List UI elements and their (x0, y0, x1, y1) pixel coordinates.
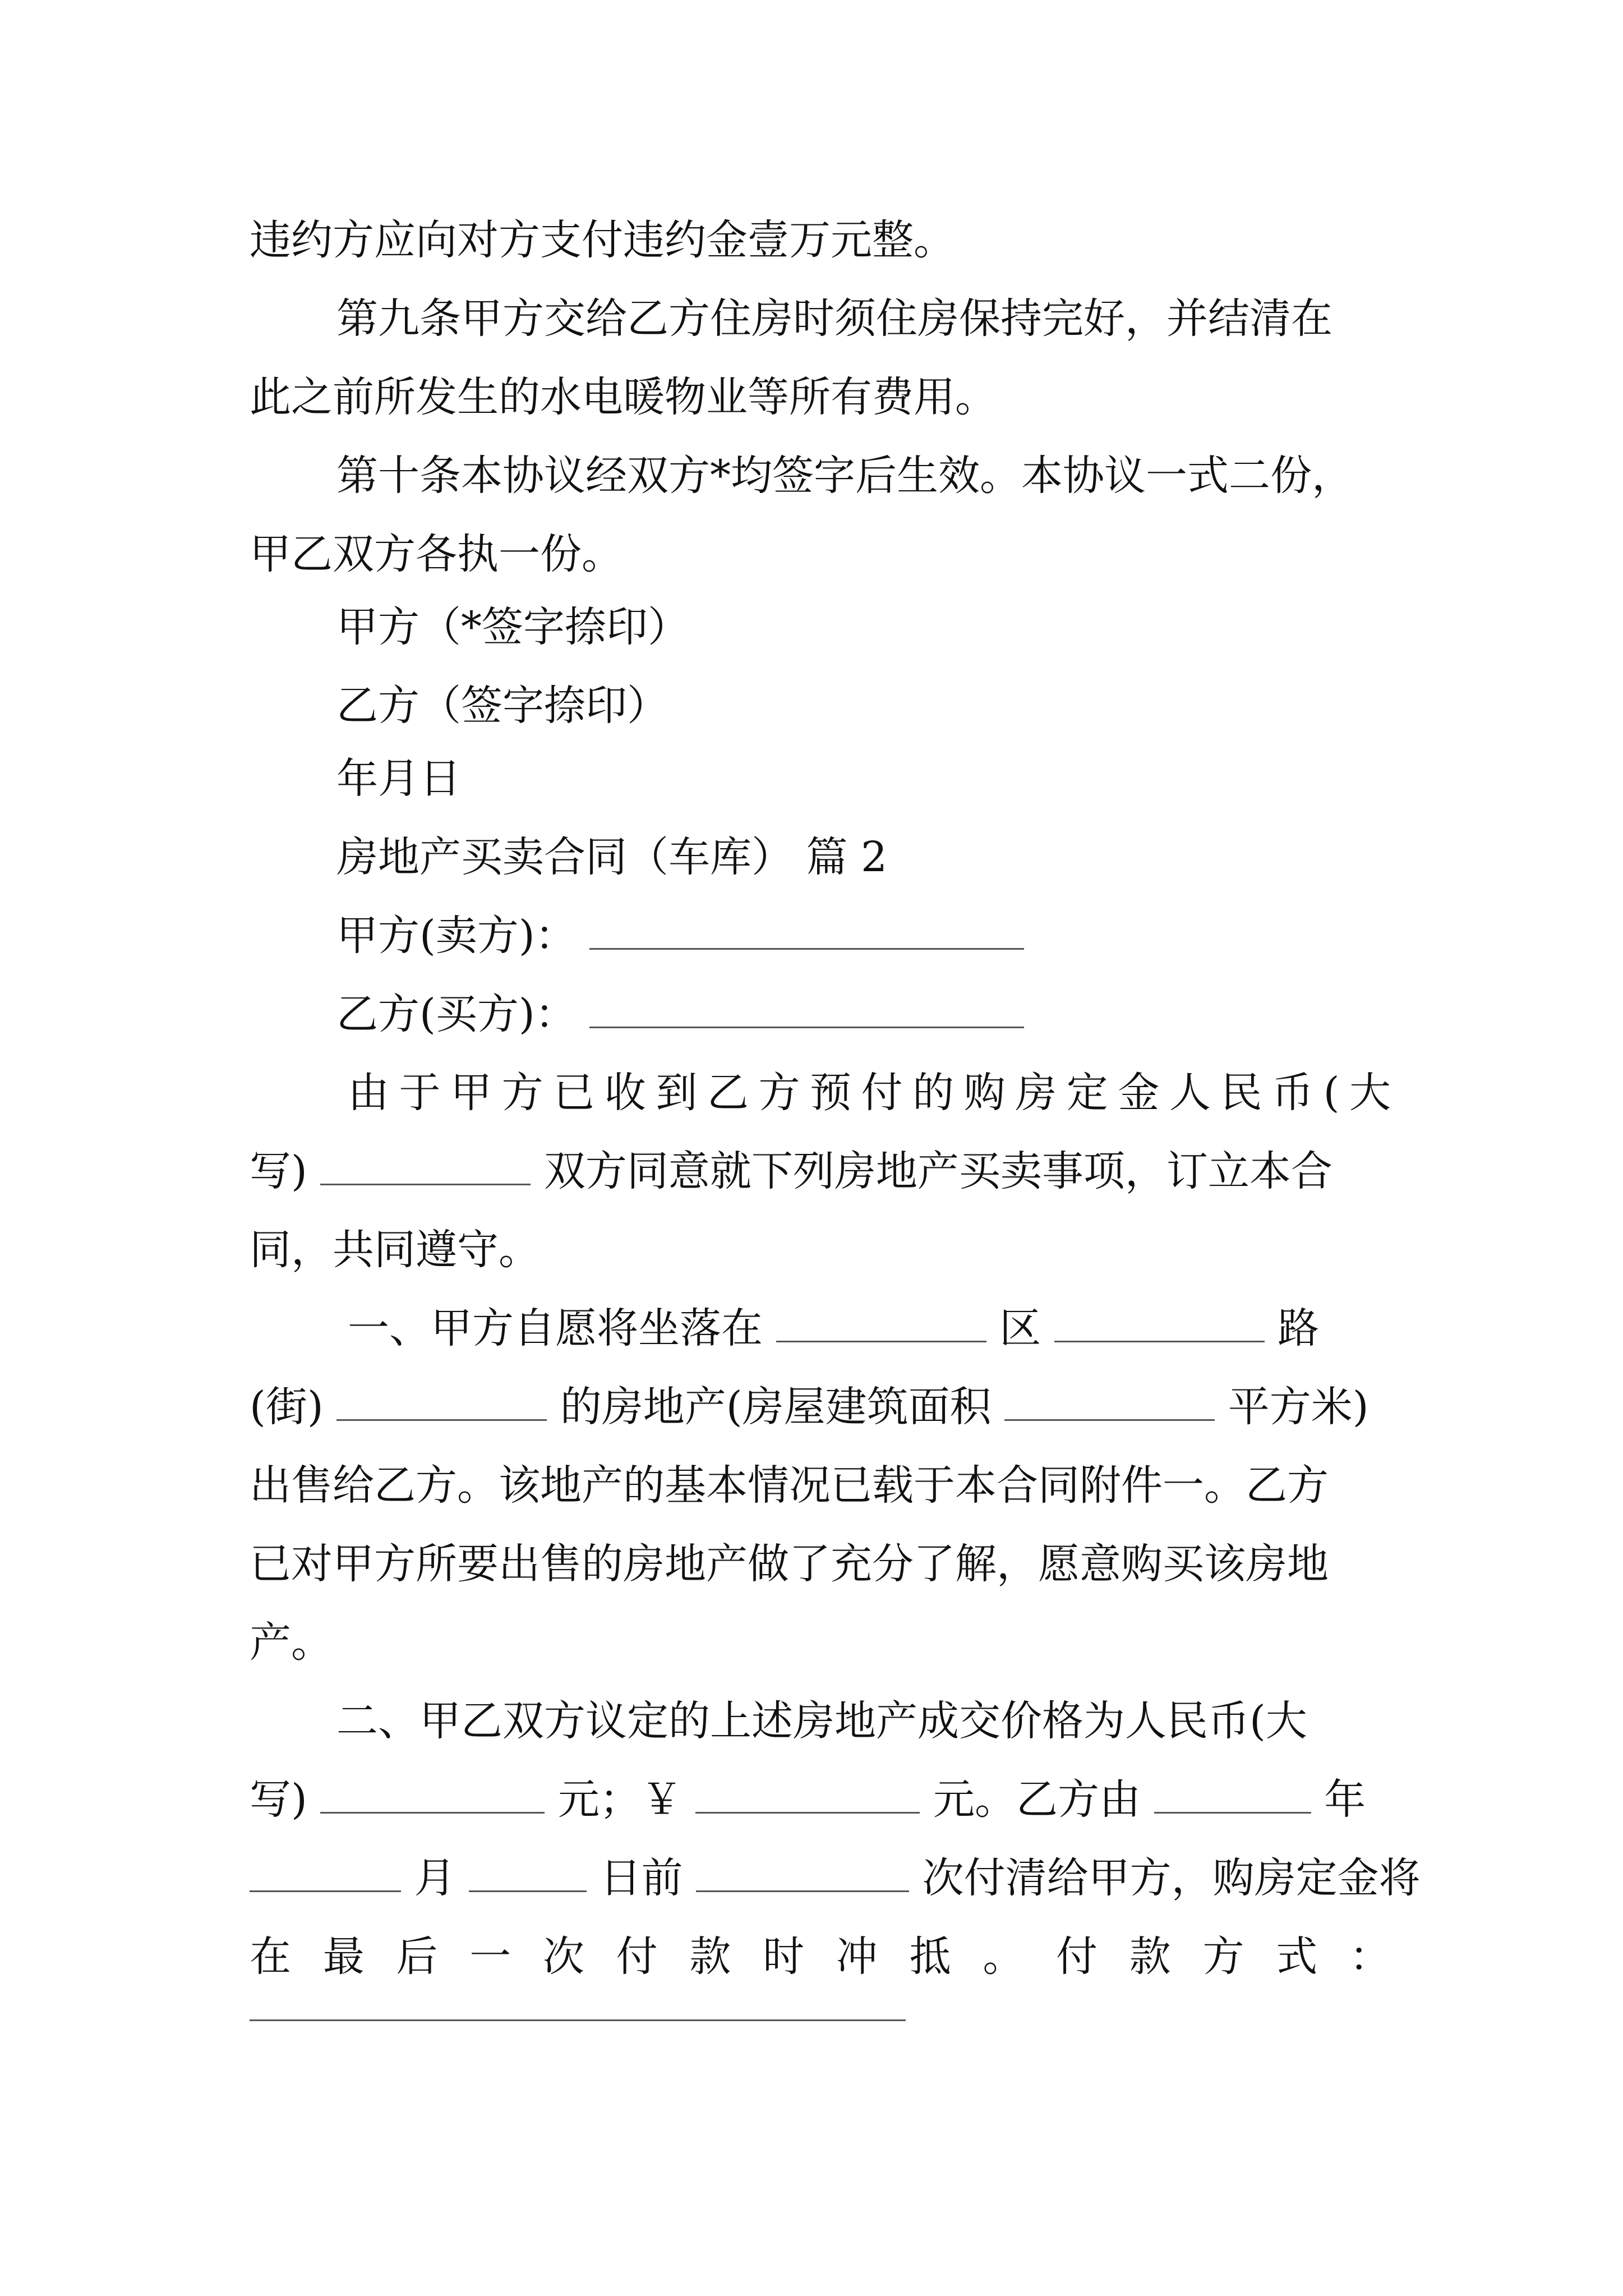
text-line-clause-2-c (250, 1839, 1421, 1917)
text-line-party-a-signature: 甲方（*签字捺印） (336, 603, 689, 651)
text-line-article-9-a: 第九条甲方交给乙方住房时须住房保持完好，并结清在 (336, 295, 1332, 343)
text-line-penalty: 违约方应向对方支付违约金壹万元整。 (250, 216, 955, 264)
price-write-label: 写) (250, 1775, 307, 1824)
payment-clear-text: 次付清给甲方，购房定金将 (922, 1854, 1421, 1902)
payment-month-blank[interactable] (250, 1851, 401, 1892)
text-line-party-b-signature: 乙方（签字捺印） (336, 682, 668, 730)
text-line-deposit-a: 由于甲方已收到乙方预付的购房定金人民币(大 (348, 1069, 1391, 1117)
payment-from-label: 元。乙方由 (933, 1775, 1141, 1824)
road-label: 路 (1278, 1304, 1320, 1352)
square-meter-label: 平方米) (1228, 1383, 1369, 1431)
district-label: 区 (999, 1304, 1041, 1352)
payment-day-blank[interactable] (469, 1851, 587, 1892)
deposit-write-label: 写) (250, 1147, 307, 1195)
section-title-part-2: 房地产买卖合同（车库） 篇 2 (336, 833, 888, 881)
payment-year-blank[interactable] (1154, 1773, 1311, 1814)
district-blank[interactable] (776, 1301, 986, 1342)
text-line-payment-method: 在 最 后 一 次 付 款 时 冲 抵 。 付 款 方 式 ： (250, 1932, 1391, 1981)
text-line-deposit-c: 同，共同遵守。 (250, 1226, 540, 1274)
street-blank[interactable] (336, 1380, 547, 1421)
text-line-clause-1-d: 已对甲方所要出售的房地产做了充分了解，愿意购买该房地 (250, 1540, 1329, 1588)
price-capital-blank[interactable] (320, 1773, 545, 1814)
building-area-label: 的房地产(房屋建筑面积 (560, 1383, 992, 1431)
text-line-deposit-b (250, 1132, 1391, 1211)
deposit-amount-blank[interactable] (320, 1144, 531, 1185)
price-number-blank[interactable] (695, 1773, 920, 1814)
text-line-clause-1-a (348, 1289, 1391, 1368)
text-line-date: 年月日 (336, 754, 461, 803)
payment-method-blank[interactable] (250, 2019, 906, 2021)
text-line-clause-1-e: 产。 (250, 1618, 333, 1667)
party-a-seller-label: 甲方(卖方)： (336, 912, 577, 960)
text-line-article-10-a: 第十条本协议经双方*均签字后生效。本协议一式二份， (336, 452, 1353, 500)
text-line-clause-2-a: 二、甲乙双方议定的上述房地产成交价格为人民币(大 (336, 1697, 1307, 1745)
clause-1-location-label: 一、甲方自愿将坐落在 (348, 1304, 763, 1352)
party-b-buyer-line (336, 975, 1391, 1053)
text-line-clause-1-c: 出售给乙方。该地产的基本情况已载于本合同附件一。乙方 (250, 1461, 1329, 1510)
deposit-agreement-text: 双方同意就下列房地产买卖事项，订立本合 (543, 1147, 1332, 1195)
payment-times-blank[interactable] (696, 1851, 909, 1892)
day-before-label: 日前 (600, 1854, 683, 1902)
text-line-article-9-b: 此之前所发生的水电暖物业等所有费用。 (250, 373, 997, 421)
street-label: (街) (250, 1383, 324, 1431)
price-yuan-symbol-label: 元；￥ (557, 1775, 683, 1824)
year-label: 年 (1324, 1775, 1366, 1824)
party-a-seller-line (336, 896, 1391, 975)
party-a-seller-blank[interactable] (589, 909, 1024, 950)
party-b-buyer-label: 乙方(买方)： (336, 990, 577, 1038)
text-line-clause-2-b (250, 1760, 1391, 1839)
party-b-buyer-blank[interactable] (589, 987, 1024, 1028)
text-line-clause-1-b (250, 1368, 1391, 1446)
road-blank[interactable] (1054, 1301, 1265, 1342)
text-line-article-10-b: 甲乙双方各执一份。 (250, 530, 623, 578)
month-label: 月 (414, 1854, 456, 1902)
building-area-blank[interactable] (1004, 1380, 1215, 1421)
